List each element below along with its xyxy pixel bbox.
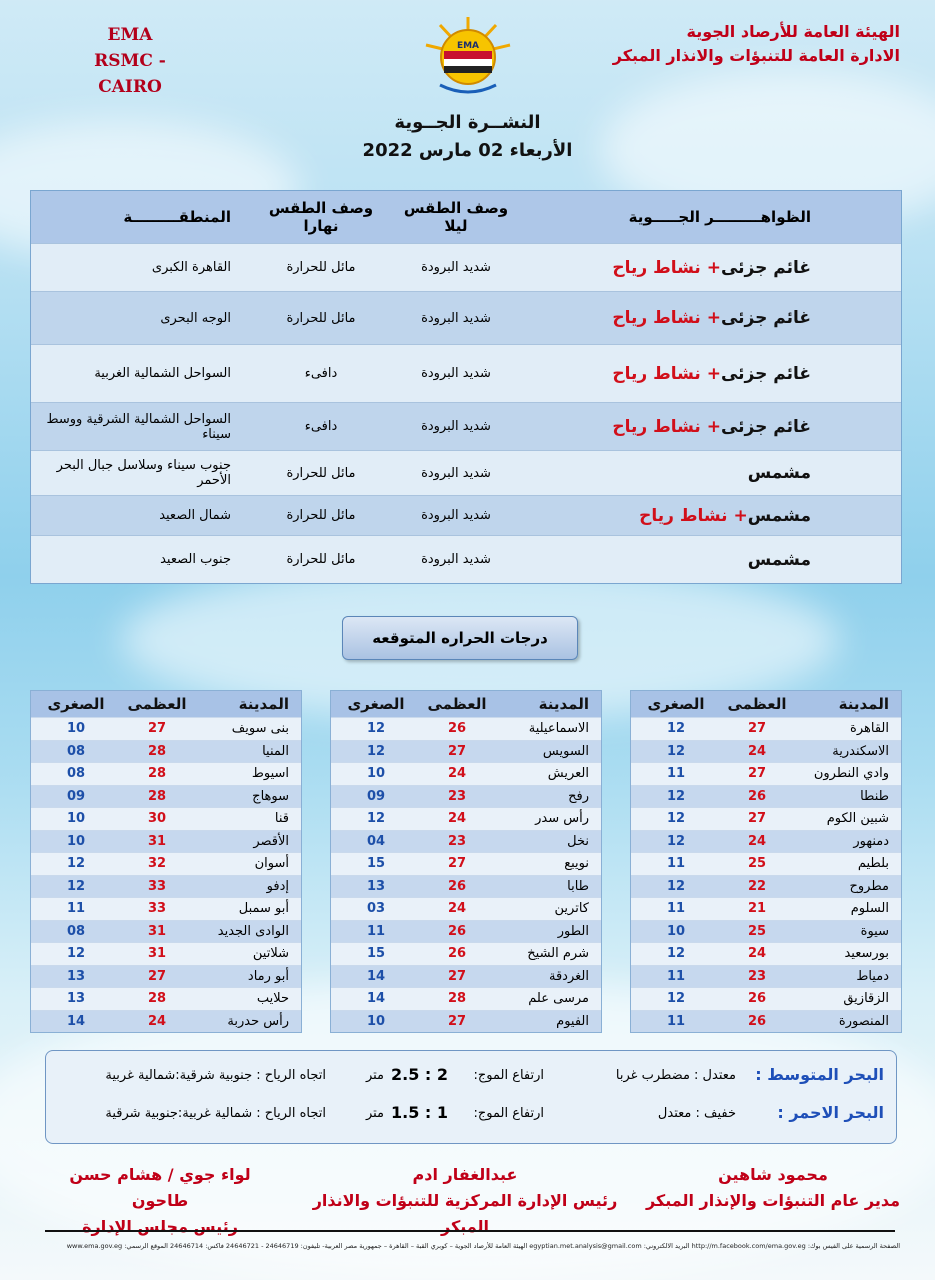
table-row bbox=[31, 897, 301, 920]
phenomena bbox=[521, 550, 901, 570]
bulletin-date: الأربعاء 02 مارس 2022 bbox=[362, 140, 573, 161]
header-max: العظمى bbox=[127, 695, 187, 713]
table-row bbox=[331, 965, 601, 988]
max-temp: 26 bbox=[447, 946, 467, 962]
day-desc: دافىء bbox=[304, 366, 338, 381]
city-name: شلاتين bbox=[252, 946, 289, 962]
day-desc: مائل للحرارة bbox=[286, 465, 356, 481]
region-name: السواحل الشمالية الغربية bbox=[94, 366, 231, 381]
max-temp: 26 bbox=[747, 788, 767, 804]
temperature-table bbox=[330, 690, 602, 1033]
city-name: مطروح bbox=[849, 878, 889, 894]
org-en-line2: RSMC - CAIRO bbox=[94, 51, 166, 97]
min-temp: 11 bbox=[666, 1013, 686, 1029]
city-name: وادي النطرون bbox=[813, 766, 889, 782]
table-row bbox=[331, 785, 601, 808]
table-row bbox=[31, 987, 301, 1010]
phenomena bbox=[521, 506, 901, 526]
min-temp: 12 bbox=[366, 811, 386, 827]
city-name: الأقصر bbox=[253, 833, 289, 849]
phen-main: مشمس bbox=[747, 463, 811, 483]
bulletin-title: النشــرة الجــوية bbox=[394, 112, 541, 133]
signatory-title: رئيس مجلس الإدارة bbox=[82, 1217, 238, 1236]
table-row bbox=[631, 987, 901, 1010]
max-temp: 27 bbox=[747, 766, 767, 782]
max-temp: 28 bbox=[147, 991, 167, 1007]
org-ar-line2: الادارة العامة للتنبؤات والانذار المبكر bbox=[612, 46, 900, 65]
city-name: بلطيم bbox=[857, 856, 889, 872]
max-temp: 24 bbox=[447, 811, 467, 827]
min-temp: 11 bbox=[66, 901, 86, 917]
min-temp: 12 bbox=[666, 811, 686, 827]
header-max: العظمى bbox=[427, 695, 487, 713]
max-temp: 26 bbox=[747, 991, 767, 1007]
header-min: الصغرى bbox=[647, 695, 705, 713]
phen-main: غائم جزئى bbox=[720, 308, 811, 328]
city-name: المنصورة bbox=[838, 1013, 889, 1029]
wind-direction: اتجاه الرياح : شمالية غربية:جنوبية شرقية bbox=[105, 1106, 326, 1121]
table-row bbox=[631, 830, 901, 853]
city-name: المنيا bbox=[262, 743, 289, 759]
min-temp: 13 bbox=[366, 878, 386, 894]
signatory-name: لواء جوي / هشام حسن طاحون bbox=[69, 1165, 251, 1210]
city-name: شبين الكوم bbox=[826, 811, 889, 827]
phenomena bbox=[521, 417, 901, 437]
min-temp: 13 bbox=[66, 991, 86, 1007]
table-row bbox=[631, 740, 901, 763]
min-temp: 12 bbox=[66, 946, 86, 962]
city-name: أبو سمبل bbox=[238, 901, 289, 917]
signature-block bbox=[300, 1162, 630, 1240]
temperature-table-header bbox=[31, 691, 301, 717]
max-temp: 27 bbox=[447, 968, 467, 984]
min-temp: 14 bbox=[366, 968, 386, 984]
max-temp: 26 bbox=[447, 721, 467, 737]
min-temp: 11 bbox=[666, 766, 686, 782]
table-row bbox=[331, 920, 601, 943]
header-city: المدينة bbox=[838, 695, 889, 713]
night-desc: شديد البرودة bbox=[421, 552, 491, 567]
max-temp: 23 bbox=[747, 968, 767, 984]
min-temp: 13 bbox=[66, 968, 86, 984]
max-temp: 27 bbox=[447, 1013, 467, 1029]
table-row bbox=[331, 987, 601, 1010]
min-temp: 10 bbox=[366, 766, 386, 782]
min-temp: 12 bbox=[666, 743, 686, 759]
temperatures-section-title: درجات الحراره المتوقعه bbox=[342, 616, 578, 660]
city-name: الزقازيق bbox=[843, 991, 889, 1007]
city-name: بنى سويف bbox=[231, 721, 289, 737]
city-name: سوهاج bbox=[252, 788, 289, 804]
max-temp: 26 bbox=[447, 923, 467, 939]
city-name: دمياط bbox=[856, 968, 889, 984]
city-name: اسيوط bbox=[251, 766, 289, 782]
min-temp: 08 bbox=[66, 923, 86, 939]
max-temp: 25 bbox=[747, 923, 767, 939]
phen-extra: + نشاط رياح bbox=[612, 257, 721, 278]
city-name: نويبع bbox=[564, 856, 589, 872]
temperature-table bbox=[630, 690, 902, 1033]
night-desc: شديد البرودة bbox=[421, 366, 491, 381]
min-temp: 12 bbox=[666, 833, 686, 849]
min-temp: 12 bbox=[66, 878, 86, 894]
max-temp: 24 bbox=[147, 1013, 167, 1029]
min-temp: 12 bbox=[366, 743, 386, 759]
max-temp: 27 bbox=[447, 743, 467, 759]
wave-unit: متر bbox=[365, 1106, 384, 1121]
night-desc: شديد البرودة bbox=[421, 465, 491, 481]
min-temp: 12 bbox=[366, 721, 386, 737]
city-name: أسوان bbox=[254, 856, 289, 872]
min-temp: 10 bbox=[66, 833, 86, 849]
city-name: إدفو bbox=[266, 878, 289, 894]
min-temp: 14 bbox=[366, 991, 386, 1007]
weather-row bbox=[31, 244, 901, 292]
table-row bbox=[31, 965, 301, 988]
header-city: المدينة bbox=[538, 695, 589, 713]
signatory-title: رئيس الإدارة المركزية للتنبؤات والانذار المبكر bbox=[312, 1191, 618, 1236]
wave-label: ارتفاع الموج: bbox=[473, 1106, 544, 1121]
min-temp: 11 bbox=[366, 923, 386, 939]
day-desc: مائل للحرارة bbox=[286, 508, 356, 523]
weather-row bbox=[31, 536, 901, 583]
city-name: رأس حدربة bbox=[227, 1013, 289, 1029]
header-region: المنطقـــــــــة bbox=[123, 208, 231, 226]
sea-state: معتدل : مضطرب غربا bbox=[615, 1068, 736, 1083]
table-row bbox=[331, 762, 601, 785]
city-name: بورسعيد bbox=[844, 946, 889, 962]
city-name: طابا bbox=[567, 878, 589, 894]
temperature-table bbox=[30, 690, 302, 1033]
max-temp: 27 bbox=[747, 811, 767, 827]
max-temp: 28 bbox=[147, 788, 167, 804]
min-temp: 12 bbox=[666, 946, 686, 962]
city-name: القاهرة bbox=[850, 721, 889, 737]
max-temp: 23 bbox=[447, 833, 467, 849]
city-name: الغردقة bbox=[549, 968, 589, 984]
wave-label: ارتفاع الموج: bbox=[473, 1068, 544, 1083]
city-name: السلوم bbox=[850, 901, 889, 917]
table-row bbox=[631, 920, 901, 943]
max-temp: 27 bbox=[747, 721, 767, 737]
table-row bbox=[631, 942, 901, 965]
min-temp: 15 bbox=[366, 946, 386, 962]
header-min: الصغرى bbox=[347, 695, 405, 713]
weather-row bbox=[31, 451, 901, 496]
min-temp: 08 bbox=[66, 766, 86, 782]
wind-direction: اتجاه الرياح : جنوبية شرقية:شمالية غربية bbox=[105, 1068, 326, 1083]
min-temp: 09 bbox=[366, 788, 386, 804]
max-temp: 30 bbox=[147, 811, 167, 827]
max-temp: 26 bbox=[447, 878, 467, 894]
max-temp: 31 bbox=[147, 946, 167, 962]
min-temp: 12 bbox=[666, 878, 686, 894]
city-name: كاترين bbox=[554, 901, 589, 917]
max-temp: 22 bbox=[747, 878, 767, 894]
city-name: رأس سدر bbox=[535, 811, 589, 827]
header-max: العظمى bbox=[727, 695, 787, 713]
table-row bbox=[331, 807, 601, 830]
phenomena bbox=[521, 308, 901, 328]
weather-row bbox=[31, 345, 901, 403]
city-name: الطور bbox=[557, 923, 589, 939]
max-temp: 26 bbox=[747, 1013, 767, 1029]
table-row bbox=[31, 807, 301, 830]
city-name: العريش bbox=[547, 766, 589, 782]
table-row bbox=[31, 740, 301, 763]
min-temp: 12 bbox=[666, 991, 686, 1007]
region-name: الوجه البحرى bbox=[160, 310, 231, 326]
temperature-table-header bbox=[631, 691, 901, 717]
region-name: جنوب سيناء وسلاسل جبال البحر الأحمر bbox=[56, 458, 231, 488]
table-row bbox=[331, 740, 601, 763]
city-name: سيوة bbox=[860, 923, 889, 939]
phen-main: غائم جزئى bbox=[720, 257, 811, 278]
max-temp: 25 bbox=[747, 856, 767, 872]
max-temp: 27 bbox=[147, 721, 167, 737]
city-name: شرم الشيخ bbox=[527, 946, 589, 962]
weather-row bbox=[31, 496, 901, 536]
signatory-name: محمود شاهين bbox=[718, 1165, 828, 1184]
table-row bbox=[331, 942, 601, 965]
wave-value: 2.5 : 2 bbox=[390, 1065, 448, 1084]
table-row bbox=[31, 717, 301, 740]
table-row bbox=[631, 807, 901, 830]
org-en-header bbox=[60, 22, 200, 100]
city-name: رفح bbox=[568, 788, 589, 804]
region-name: القاهرة الكبرى bbox=[151, 260, 231, 275]
sea-state-panel bbox=[45, 1050, 897, 1144]
night-desc: شديد البرودة bbox=[421, 419, 491, 434]
table-row bbox=[631, 852, 901, 875]
phenomena bbox=[521, 258, 901, 278]
signature-block bbox=[646, 1162, 900, 1214]
ema-logo bbox=[418, 15, 518, 105]
day-desc: مائل للحرارة bbox=[286, 552, 356, 567]
weather-table-header bbox=[31, 191, 901, 244]
max-temp: 24 bbox=[747, 946, 767, 962]
max-temp: 24 bbox=[747, 743, 767, 759]
signatory-title: مدير عام التنبؤات والإنذار المبكر bbox=[645, 1191, 900, 1210]
max-temp: 33 bbox=[147, 878, 167, 894]
phen-extra: + نشاط رياح bbox=[612, 363, 721, 384]
phen-extra: + نشاط رياح bbox=[639, 505, 748, 526]
phenomena bbox=[521, 463, 901, 483]
min-temp: 12 bbox=[666, 788, 686, 804]
table-row bbox=[631, 762, 901, 785]
table-row bbox=[631, 875, 901, 898]
night-desc: شديد البرودة bbox=[421, 508, 491, 523]
max-temp: 27 bbox=[447, 856, 467, 872]
table-row bbox=[31, 1010, 301, 1033]
table-row bbox=[631, 897, 901, 920]
phenomena bbox=[521, 364, 901, 384]
night-desc: شديد البرودة bbox=[421, 310, 491, 326]
sea-name: البحر الاحمر : bbox=[777, 1103, 884, 1122]
min-temp: 10 bbox=[366, 1013, 386, 1029]
header-night: وصف الطقس ليلا bbox=[403, 199, 509, 235]
table-row bbox=[31, 942, 301, 965]
org-ar-header bbox=[613, 20, 900, 68]
city-name: نخل bbox=[567, 833, 589, 849]
max-temp: 24 bbox=[447, 901, 467, 917]
min-temp: 04 bbox=[366, 833, 386, 849]
header-city: المدينة bbox=[238, 695, 289, 713]
city-name: حلايب bbox=[256, 991, 289, 1007]
min-temp: 14 bbox=[66, 1013, 86, 1029]
table-row bbox=[331, 1010, 601, 1033]
min-temp: 11 bbox=[666, 901, 686, 917]
city-name: طنطا bbox=[860, 788, 889, 804]
max-temp: 24 bbox=[447, 766, 467, 782]
wave-value: 1.5 : 1 bbox=[390, 1103, 448, 1122]
min-temp: 08 bbox=[66, 743, 86, 759]
max-temp: 28 bbox=[447, 991, 467, 1007]
max-temp: 23 bbox=[447, 788, 467, 804]
table-row bbox=[631, 717, 901, 740]
max-temp: 28 bbox=[147, 766, 167, 782]
table-row bbox=[331, 830, 601, 853]
header-min: الصغرى bbox=[47, 695, 105, 713]
table-row bbox=[31, 762, 301, 785]
signature-block bbox=[45, 1162, 275, 1240]
min-temp: 09 bbox=[66, 788, 86, 804]
max-temp: 32 bbox=[147, 856, 167, 872]
header-phenomena: الظواهـــــــــر الجـــــوية bbox=[628, 208, 811, 226]
header-day: وصف الطقس نهارا bbox=[268, 199, 374, 235]
day-desc: مائل للحرارة bbox=[286, 260, 356, 275]
wave-unit: متر bbox=[365, 1068, 384, 1083]
city-name: الاسكندرية bbox=[832, 743, 889, 759]
table-row bbox=[631, 1010, 901, 1033]
city-name: الفيوم bbox=[556, 1013, 589, 1029]
day-desc: دافىء bbox=[304, 419, 338, 434]
min-temp: 10 bbox=[66, 811, 86, 827]
max-temp: 21 bbox=[747, 901, 767, 917]
city-name: دمنهور bbox=[853, 833, 889, 849]
region-name: جنوب الصعيد bbox=[160, 552, 231, 567]
signatory-name: عبدالغفار ادم bbox=[412, 1165, 518, 1184]
city-name: السويس bbox=[542, 743, 589, 759]
table-row bbox=[331, 897, 601, 920]
phen-extra: + نشاط رياح bbox=[612, 416, 721, 437]
phen-main: مشمس bbox=[747, 549, 811, 570]
table-row bbox=[631, 965, 901, 988]
min-temp: 10 bbox=[66, 721, 86, 737]
table-row bbox=[631, 785, 901, 808]
min-temp: 03 bbox=[366, 901, 386, 917]
city-name: الوادى الجديد bbox=[217, 923, 289, 939]
city-name: الاسماعيلية bbox=[528, 721, 589, 737]
min-temp: 11 bbox=[666, 968, 686, 984]
min-temp: 10 bbox=[666, 923, 686, 939]
min-temp: 15 bbox=[366, 856, 386, 872]
table-row bbox=[331, 875, 601, 898]
org-ar-line1: الهيئة العامة للأرصاد الجوية bbox=[686, 22, 900, 41]
city-name: قنا bbox=[274, 811, 289, 827]
table-row bbox=[31, 875, 301, 898]
max-temp: 31 bbox=[147, 923, 167, 939]
city-name: مرسى علم bbox=[528, 991, 589, 1007]
night-desc: شديد البرودة bbox=[421, 260, 491, 275]
max-temp: 24 bbox=[747, 833, 767, 849]
footer-divider bbox=[45, 1230, 895, 1232]
sea-name: البحر المتوسط : bbox=[755, 1065, 884, 1084]
footer-contact: الصفحة الرسمية على الفيس بوك: http://m.facebook.com/ema.gov.eg البريد الالكتروني: egyptian.met.analysis@gmail.com الهيئة العامة للأرصاد الجوية – كوبري القبة – القاهرة – جمهورية مصر العربية- تليفون: 24646719 - 24646721 فاكس: 24646714 الموقع الرسمي: www.ema.gov.eg bbox=[66, 1242, 900, 1250]
phen-extra: + نشاط رياح bbox=[612, 308, 721, 328]
table-row bbox=[31, 920, 301, 943]
logo-text: EMA bbox=[456, 41, 480, 51]
max-temp: 28 bbox=[147, 743, 167, 759]
region-name: السواحل الشمالية الشرقية ووسط سيناء bbox=[46, 411, 231, 442]
sea-state: خفيف : معتدل bbox=[657, 1106, 736, 1121]
table-row bbox=[31, 785, 301, 808]
max-temp: 27 bbox=[147, 968, 167, 984]
min-temp: 12 bbox=[66, 856, 86, 872]
phen-main: غائم جزئى bbox=[720, 416, 811, 437]
day-desc: مائل للحرارة bbox=[286, 310, 356, 326]
max-temp: 33 bbox=[147, 901, 167, 917]
table-row bbox=[331, 717, 601, 740]
min-temp: 12 bbox=[666, 721, 686, 737]
table-row bbox=[331, 852, 601, 875]
weather-row bbox=[31, 292, 901, 345]
table-row bbox=[31, 830, 301, 853]
region-name: شمال الصعيد bbox=[159, 508, 231, 523]
org-en-line1: EMA bbox=[107, 25, 153, 45]
city-name: أبو رماد bbox=[247, 968, 289, 984]
table-row bbox=[31, 852, 301, 875]
min-temp: 11 bbox=[666, 856, 686, 872]
weather-table bbox=[30, 190, 902, 584]
temperature-table-header bbox=[331, 691, 601, 717]
weather-row bbox=[31, 403, 901, 451]
phen-main: غائم جزئى bbox=[720, 363, 811, 384]
max-temp: 31 bbox=[147, 833, 167, 849]
phen-main: مشمس bbox=[747, 505, 811, 526]
